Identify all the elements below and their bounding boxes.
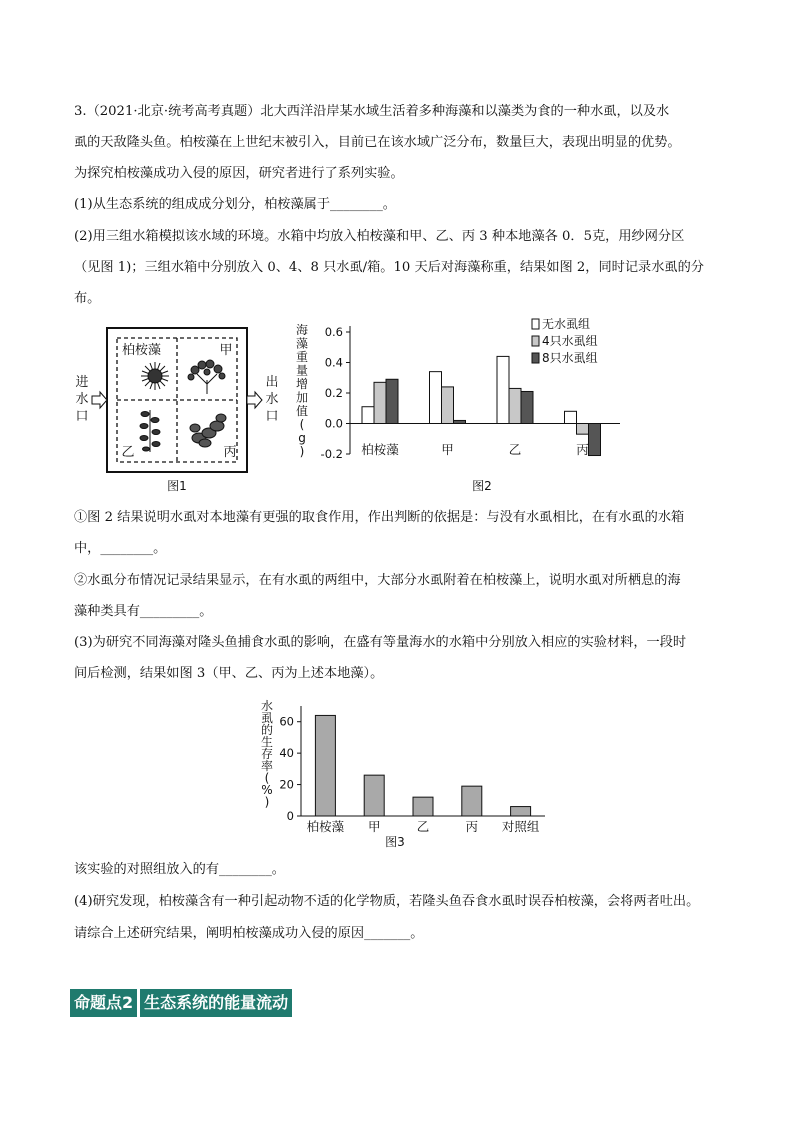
cell-label-bing: 丙	[223, 445, 237, 460]
question-line-8: ①图 2 结果说明水虱对本地藻有更强的取食作用，作出判断的依据是：与没有水虱相比，在有水虱的水箱	[74, 510, 685, 525]
x-tick-label: 柏桉藻	[361, 442, 399, 457]
question-line-6: （见图 1)；三组水箱中分别放入 0、4、8 只水虱/箱。10 天后对海藻称重，结果如图 2，同时记录水虱的分	[74, 260, 704, 275]
x-tick-label: 丙	[576, 442, 589, 457]
y-tick-label: 20	[279, 777, 294, 792]
x-tick-label: 乙	[508, 442, 522, 457]
bar	[315, 715, 335, 816]
bar	[577, 424, 589, 435]
legend-label: 无水虱组	[542, 318, 591, 331]
y-tick-label: 0	[286, 809, 294, 823]
bar	[374, 382, 386, 423]
section-prefix: 命题点2	[70, 989, 137, 1017]
bar	[511, 807, 531, 816]
bar	[413, 797, 433, 816]
y-axis-label: 水虱的生存率( % )	[260, 699, 274, 809]
x-tick-label: 柏桉藻	[306, 819, 345, 834]
legend-label: 8只水虱组	[542, 351, 598, 365]
x-tick-label: 丙	[465, 819, 479, 834]
bar	[364, 775, 384, 816]
bar	[509, 388, 521, 423]
bar	[462, 786, 482, 816]
cell-label-jia: 甲	[219, 343, 233, 358]
y-tick-label: 0.6	[324, 325, 343, 339]
legend-swatch	[532, 319, 539, 329]
y-tick-label: -0.2	[320, 447, 343, 461]
question-line-2: 虱的天敌隆头鱼。柏桉藻在上世纪末被引入，目前已在该水域广泛分布，数量巨大，表现出明显的优势。	[74, 135, 681, 150]
question-line-7: 布。	[74, 291, 101, 306]
question-line-11: 藻种类具有_________。	[74, 604, 213, 619]
y-tick-label: 40	[279, 746, 294, 761]
question-line-10: ②水虱分布情况记录结果显示，在有水虱的两组中，大部分水虱附着在柏桉藻上，说明水虱对所栖息的海	[74, 573, 681, 588]
bar	[565, 411, 577, 423]
figure-2-caption: 图2	[472, 479, 492, 493]
bar	[497, 356, 509, 423]
inlet-arrow-icon	[92, 392, 107, 408]
legend-swatch	[532, 353, 539, 363]
question-line-16: 请综合上述研究结果，阐明柏桉藻成功入侵的原因_______。	[74, 926, 424, 941]
section-title: 生态系统的能量流动	[140, 989, 292, 1017]
question-line-12: (3)为研究不同海藻对隆头鱼捕食水虱的影响，在盛有等量海水的水箱中分别放入相应的实验材料，一段时	[74, 635, 687, 650]
x-tick-label: 乙	[416, 819, 430, 834]
x-tick-label: 甲	[441, 442, 454, 457]
x-tick-label: 甲	[367, 819, 381, 834]
question-line-1: 3.（2021·北京·统考高考真题）北大西洋沿岸某水域生活着多种海藻和以藻类为食的一种水虱，以及水	[74, 104, 670, 119]
bar	[589, 424, 601, 456]
y-axis-label: 海藻重量增加值( g )	[295, 323, 309, 459]
cell-label-yi: 乙	[121, 445, 135, 460]
bar	[386, 379, 398, 423]
figure-1-tank-diagram	[70, 318, 280, 496]
question-line-9: 中，________。	[74, 541, 167, 556]
figure-1-caption: 图1	[167, 479, 187, 493]
cell-label-baian: 柏桉藻	[122, 343, 162, 358]
y-tick-label: 0.2	[324, 386, 343, 400]
bar	[454, 420, 466, 423]
figure-3-bar-chart	[255, 698, 555, 850]
question-line-3: 为探究柏桉藻成功入侵的原因，研究者进行了系列实验。	[74, 166, 404, 181]
bar	[442, 387, 454, 424]
bar	[362, 407, 374, 424]
figure-3-caption: 图3	[385, 835, 405, 849]
question-line-4: (1)从生态系统的组成成分划分，柏桉藻属于________。	[74, 197, 396, 212]
question-line-13: 间后检测，结果如图 3（甲、乙、丙为上述本地藻）。	[74, 666, 384, 681]
y-tick-label: 0.4	[324, 355, 343, 370]
legend-swatch	[532, 336, 539, 346]
y-tick-label: 0.0	[324, 416, 343, 431]
outlet-label: 出水口	[265, 375, 279, 424]
y-tick-label: 60	[279, 714, 294, 729]
figure-2-bar-chart	[290, 318, 635, 496]
seaweed-baian-icon	[141, 362, 169, 390]
question-line-15: (4)研究发现，柏桉藻含有一种引起动物不适的化学物质，若隆头鱼吞食水虱时误吞柏桉藻，会将两者吐出。	[74, 894, 700, 909]
inlet-label: 进水口	[75, 375, 89, 424]
bar	[430, 372, 442, 424]
outlet-arrow-icon	[247, 392, 262, 408]
section-heading	[70, 988, 292, 1018]
question-line-14: 该实验的对照组放入的有________。	[74, 862, 285, 877]
question-line-5: (2)用三组水箱模拟该水域的环境。水箱中均放入柏桉藻和甲、乙、丙 3 种本地藻各 0．5克，用纱网分区	[74, 229, 685, 244]
legend-label: 4只水虱组	[542, 334, 598, 348]
x-tick-label: 对照组	[501, 819, 540, 834]
bar	[521, 391, 533, 423]
